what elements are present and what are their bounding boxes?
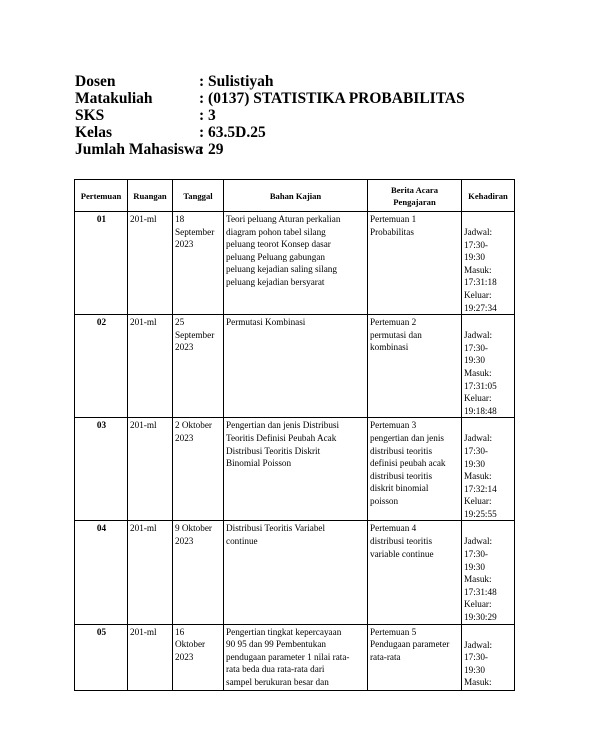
- berita-acara-cell: [368, 212, 462, 315]
- header-berita-acara: Berita Acara Pengajaran: [368, 180, 462, 212]
- kehadiran-line: Keluar:: [464, 496, 492, 507]
- matakuliah-label: Matakuliah: [75, 90, 153, 107]
- tanggal-line: September: [175, 226, 215, 237]
- berita-acara-line: permutasi dan: [370, 329, 422, 340]
- berita-acara-line: rata-rata: [370, 651, 401, 662]
- kehadiran-line: 19:30: [464, 458, 485, 469]
- berita-acara-cell: [368, 315, 462, 418]
- document-header: [75, 73, 465, 158]
- dosen-row: [75, 73, 465, 90]
- kehadiran-cell: [462, 315, 515, 418]
- bahan-kajian-line: 90 95 dan 99 Pembentukan: [226, 639, 327, 650]
- bahan-kajian-line: peluang kejadian bersyarat: [226, 276, 325, 287]
- kehadiran-cell: [462, 521, 515, 624]
- matakuliah-row: [75, 90, 465, 107]
- tanggal-cell: [173, 212, 224, 315]
- tanggal-cell: [173, 521, 224, 624]
- pertemuan-cell: 03: [75, 418, 128, 521]
- kehadiran-cell: [462, 418, 515, 521]
- tanggal-cell: [173, 418, 224, 521]
- kehadiran-line: Jadwal:: [464, 639, 493, 650]
- kehadiran-line: Jadwal:: [464, 227, 493, 237]
- bahan-kajian-line: continue: [226, 536, 258, 547]
- berita-acara-line: distribusi teoritis: [370, 470, 433, 481]
- tanggal-line: September: [175, 329, 215, 340]
- kehadiran-cell: [462, 624, 515, 690]
- jumlah-mahasiswa-label: Jumlah Mahasiswa: [75, 141, 203, 158]
- kehadiran-line: Jadwal:: [464, 536, 493, 547]
- tanggal-line: 2023: [175, 536, 194, 547]
- tanggal-line: 2 Oktober: [175, 420, 212, 431]
- berita-acara-cell: [368, 624, 462, 690]
- tanggal-line: 2023: [175, 651, 194, 662]
- berita-acara-line: Pertemuan 1: [370, 214, 417, 224]
- dosen-label: Dosen: [75, 73, 116, 90]
- ruangan-cell: 201-ml: [128, 521, 173, 624]
- pertemuan-cell: 04: [75, 521, 128, 624]
- sks-value: : 3: [199, 107, 216, 124]
- berita-acara-line: kombinasi: [370, 342, 409, 353]
- kehadiran-line: 17:32:14: [464, 483, 497, 494]
- bahan-kajian-line: Binomial Poisson: [226, 458, 292, 469]
- kehadiran-line: 19:30: [464, 561, 485, 572]
- ruangan-cell: 201-ml: [128, 624, 173, 690]
- kehadiran-line: 19:30: [464, 664, 485, 675]
- berita-acara-line: poisson: [370, 495, 399, 506]
- berita-acara-cell: [368, 418, 462, 521]
- header-kehadiran: Kehadiran: [462, 180, 515, 212]
- bahan-kajian-line: rata beda dua rata-rata dari: [226, 664, 325, 675]
- kehadiran-line: Masuk:: [464, 471, 492, 482]
- tanggal-cell: [173, 624, 224, 690]
- kehadiran-line: 17:30-: [464, 239, 488, 250]
- tanggal-line: 9 Oktober: [175, 523, 212, 534]
- ruangan-cell: 201-ml: [128, 315, 173, 418]
- bahan-kajian-line: Distribusi Teoritis Diskrit: [226, 445, 321, 456]
- berita-acara-line: Pertemuan 3: [370, 420, 417, 431]
- dosen-value: : Sulistiyah: [199, 73, 274, 90]
- kehadiran-line: 17:31:05: [464, 380, 497, 391]
- tanggal-line: 2023: [175, 432, 194, 443]
- bahan-kajian-cell: [224, 315, 368, 418]
- bahan-kajian-line: Pengertian tingkat kepercayaan: [226, 626, 342, 637]
- kehadiran-line: Masuk:: [464, 574, 492, 585]
- kehadiran-line: 17:31:48: [464, 586, 497, 597]
- kehadiran-line: Keluar:: [464, 393, 492, 404]
- berita-acara-line: definisi peubah acak: [370, 458, 446, 469]
- berita-acara-line: pengertian dan jenis: [370, 432, 444, 443]
- sks-row: [75, 107, 465, 124]
- kelas-row: [75, 124, 465, 141]
- kehadiran-line: 19:25:55: [464, 508, 497, 519]
- kehadiran-line: Masuk:: [464, 367, 492, 378]
- berita-acara-line: Pertemuan 2: [370, 317, 417, 328]
- bahan-kajian-cell: [224, 521, 368, 624]
- tanggal-line: 2023: [175, 239, 194, 250]
- bahan-kajian-line: diagram pohon tabel silang: [226, 226, 326, 237]
- bahan-kajian-line: sampel berukuran besar dan: [226, 677, 329, 687]
- bahan-kajian-line: peluang teorot Konsep dasar: [226, 239, 331, 250]
- tanggal-line: 18: [175, 214, 185, 224]
- bahan-kajian-line: Pengertian dan jenis Distribusi: [226, 420, 340, 431]
- kehadiran-line: 17:30-: [464, 549, 488, 560]
- kehadiran-line: Masuk:: [464, 264, 492, 275]
- header-pertemuan: Pertemuan: [75, 180, 128, 212]
- kehadiran-line: 17:30-: [464, 445, 488, 456]
- header-bahan-kajian: Bahan Kajian: [224, 180, 368, 212]
- berita-acara-line: Pertemuan 5: [370, 626, 417, 637]
- tanggal-cell: [173, 315, 224, 418]
- kehadiran-line: 19:30: [464, 355, 485, 366]
- kehadiran-line: 17:31:18: [464, 277, 497, 288]
- bahan-kajian-line: Distribusi Teoritis Variabel: [226, 523, 326, 534]
- bahan-kajian-line: pendugaan parameter 1 nilai rata-: [226, 651, 350, 662]
- berita-acara-line: Pendugaan parameter: [370, 639, 450, 650]
- ruangan-cell: 201-ml: [128, 212, 173, 315]
- bahan-kajian-line: Permutasi Kombinasi: [226, 317, 306, 328]
- kehadiran-cell: [462, 212, 515, 315]
- tanggal-line: Oktober: [175, 639, 206, 650]
- table-header-row: [75, 180, 515, 212]
- bahan-kajian-cell: [224, 418, 368, 521]
- tanggal-line: 2023: [175, 342, 194, 353]
- jumlah-mahasiswa-row: [75, 141, 465, 158]
- kelas-label: Kelas: [75, 124, 113, 141]
- kelas-value: : 63.5D.25: [199, 124, 266, 141]
- berita-acara-line: Pertemuan 4: [370, 523, 417, 534]
- berita-acara-line: diskrit binomial: [370, 483, 429, 494]
- bahan-kajian-cell: [224, 624, 368, 690]
- table-row: [75, 315, 515, 418]
- header-ruangan: Ruangan: [128, 180, 173, 212]
- berita-acara-cell: [368, 521, 462, 624]
- table-row: [75, 212, 515, 315]
- pertemuan-cell: 01: [75, 212, 128, 315]
- kehadiran-line: Jadwal:: [464, 433, 493, 444]
- berita-acara-line: Probabilitas: [370, 226, 414, 237]
- attendance-table: [74, 179, 515, 691]
- table-row: [75, 521, 515, 624]
- jumlah-mahasiswa-value: : 29: [199, 141, 224, 158]
- bahan-kajian-line: peluang Peluang gabungan: [226, 251, 325, 262]
- kehadiran-line: 19:18:48: [464, 405, 497, 416]
- kehadiran-line: Masuk:: [464, 677, 492, 688]
- bahan-kajian-cell: [224, 212, 368, 315]
- table-row: [75, 418, 515, 521]
- pertemuan-cell: 02: [75, 315, 128, 418]
- kehadiran-line: 19:27:34: [464, 302, 497, 313]
- kehadiran-line: 19:30:29: [464, 612, 497, 623]
- sks-label: SKS: [75, 107, 105, 124]
- kehadiran-line: 17:30-: [464, 652, 488, 663]
- table-row: [75, 624, 515, 690]
- kehadiran-line: 19:30: [464, 252, 485, 263]
- kehadiran-line: Keluar:: [464, 289, 492, 300]
- matakuliah-value: : (0137) STATISTIKA PROBABILITAS: [199, 90, 465, 107]
- kehadiran-line: Jadwal:: [464, 330, 493, 341]
- tanggal-line: 25: [175, 317, 185, 328]
- header-tanggal: Tanggal: [173, 180, 224, 212]
- berita-acara-line: distribusi teoritis: [370, 445, 433, 456]
- bahan-kajian-line: Teori peluang Aturan perkalian: [226, 214, 341, 224]
- kehadiran-line: Keluar:: [464, 599, 492, 610]
- berita-acara-line: variable continue: [370, 548, 434, 559]
- ruangan-cell: 201-ml: [128, 418, 173, 521]
- tanggal-line: 16: [175, 626, 185, 637]
- berita-acara-line: distribusi teoritis: [370, 536, 433, 547]
- pertemuan-cell: 05: [75, 624, 128, 690]
- kehadiran-line: 17:30-: [464, 342, 488, 353]
- bahan-kajian-line: Teoritis Definisi Peubah Acak: [226, 432, 337, 443]
- bahan-kajian-line: peluang kejadian saling silang: [226, 264, 337, 275]
